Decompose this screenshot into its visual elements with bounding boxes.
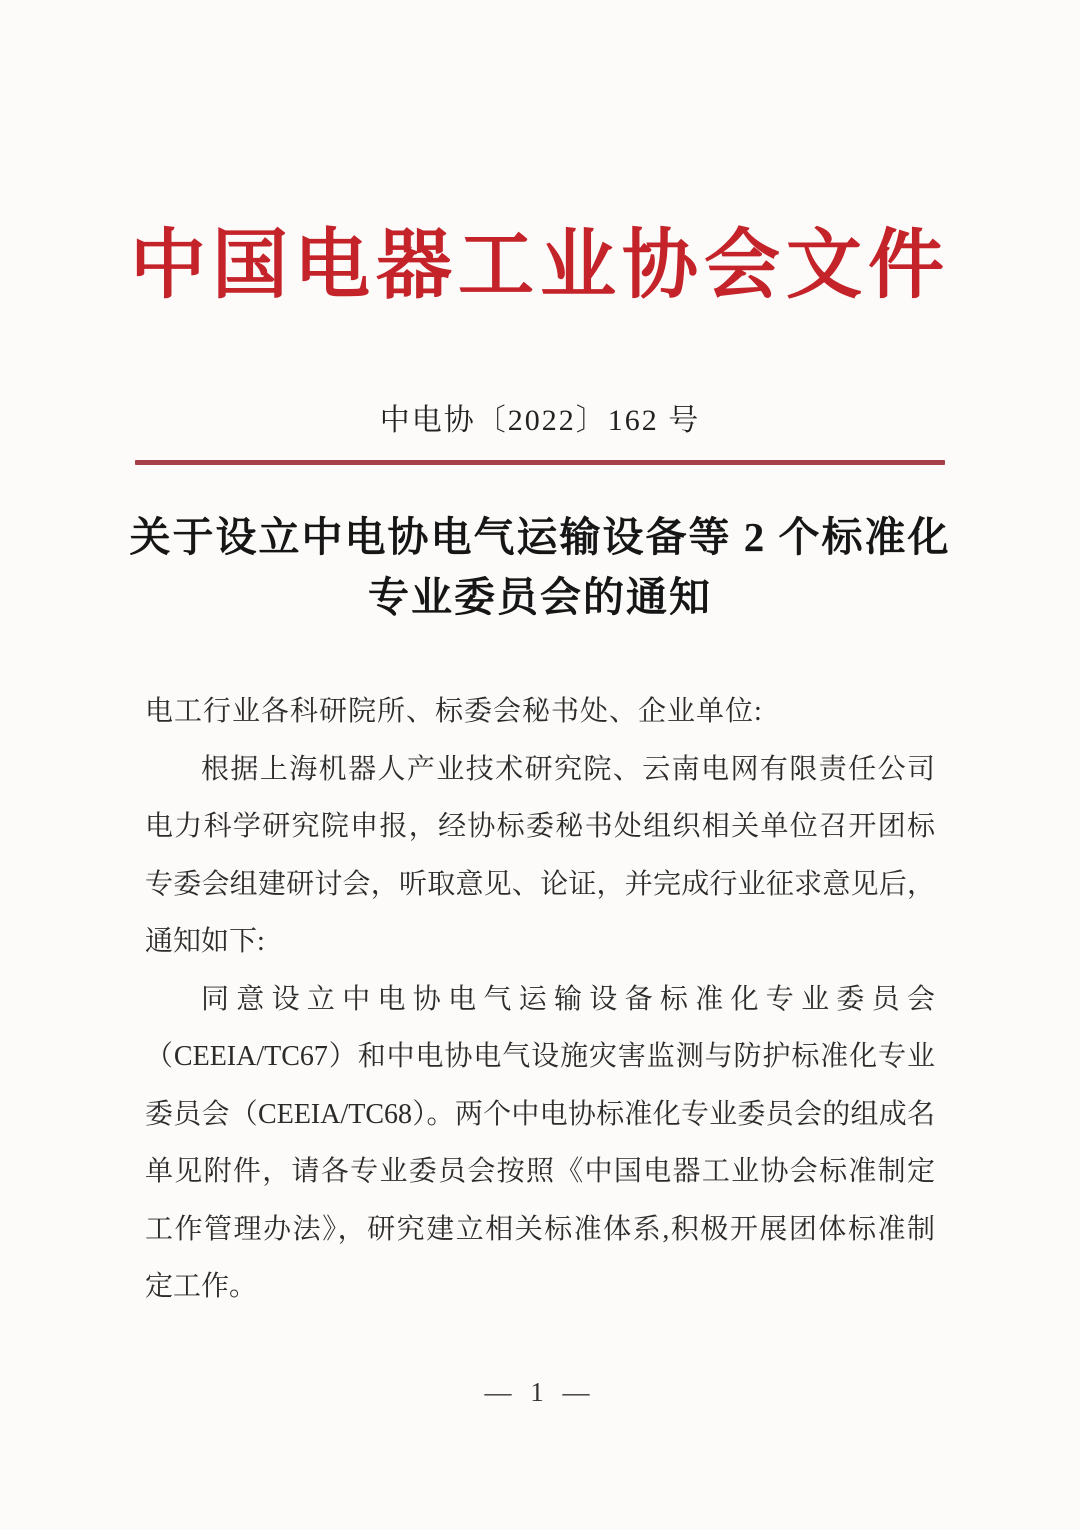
notice-title-line-2: 专业委员会的通知: [368, 574, 712, 620]
body-line: 专委会组建研讨会，听取意见、论证，并完成行业征求意见后，: [145, 868, 935, 900]
body-line: 委员会（CEEIA/TC68）。两个中电协标准化专业委员会的组成名: [145, 1098, 935, 1130]
notice-title: [0, 507, 1080, 627]
notice-title-line-1: 关于设立中电协电气运输设备等 2 个标准化: [129, 514, 951, 560]
body-line: 单见附件，请各专业委员会按照《中国电器工业协会标准制定: [145, 1156, 935, 1187]
body-line: 同意设立中电协电气运输设备标准化专业委员会: [201, 983, 935, 1015]
red-divider-line: [135, 460, 945, 465]
salutation-line: 电工行业各科研院所、标委会秘书处、企业单位:: [145, 696, 763, 727]
notice-body: [145, 683, 935, 1316]
body-line: （CEEIA/TC67）和中电协电气设施灾害监测与防护标准化专业: [145, 1041, 935, 1072]
body-line: 通知如下:: [145, 926, 265, 957]
letterhead-title: 中国电器工业协会文件: [130, 224, 950, 308]
body-line: 电力科学研究院申报，经协标委秘书处组织相关单位召开团标: [145, 811, 935, 842]
body-line: 根据上海机器人产业技术研究院、云南电网有限责任公司: [201, 753, 935, 785]
body-line: 定工作。: [145, 1271, 258, 1302]
document-number: 中电协〔2022〕162 号: [379, 404, 701, 437]
body-line: 工作管理办法》，研究建立相关标准体系,积极开展团体标准制: [145, 1213, 935, 1245]
page-number: — 1 —: [484, 1377, 596, 1407]
